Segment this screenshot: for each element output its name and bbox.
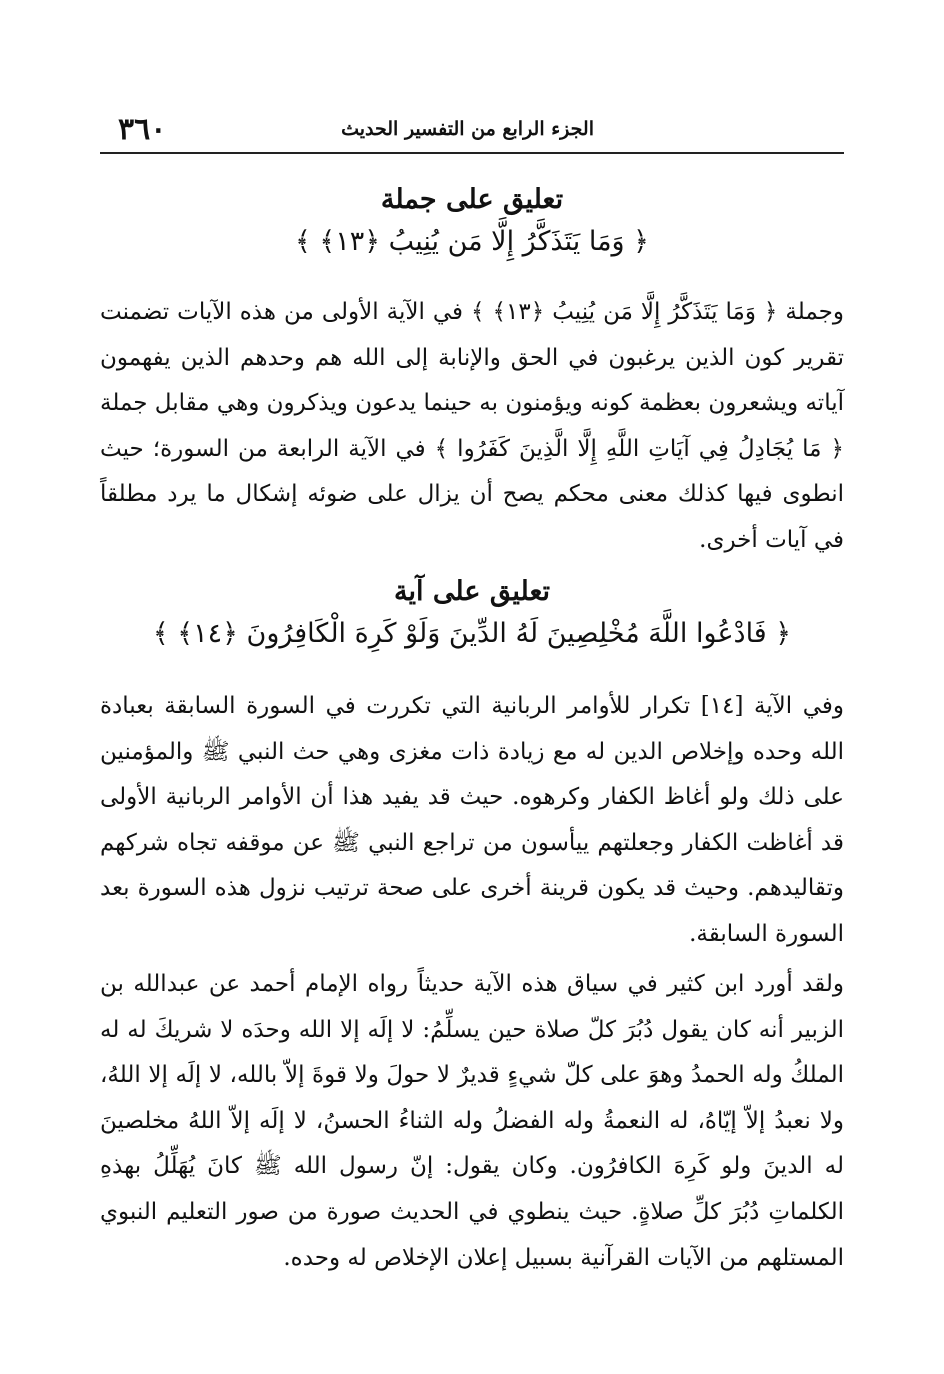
section-comment-on-phrase (100, 180, 844, 264)
quran-verse: ﴿ فَادْعُوا اللَّهَ مُخْلِصِينَ لَهُ الدِّينَ وَلَوْ كَرِهَ الْكَافِرُونَ ﴿١٤﴾ ﴾ (152, 618, 792, 649)
page-number: ٣٦٠ (118, 112, 167, 147)
running-title: الجزء الرابع من التفسير الحديث (341, 118, 594, 140)
paragraph: وفي الآية [١٤] تكرار للأوامر الربانية التي تكررت في السورة السابقة بعبادة الله وحده وإخلاص الدين له مع زيادة ذات مغزى وهي حث النبي ﷺ والمؤمنين على ذلك ولو أغاظ الكفار وكرهوه. حيث قد يفيد هذا أن الأوامر الربانية الأولى قد أغاظت الكفار وجعلتهم ييأسون من تراجع النبي ﷺ عن موقفه تجاه شركهم وتقاليدهم. وحيث قد يكون قرينة أخرى على صحة ترتيب نزول هذه السورة بعد السورة السابقة. (100, 693, 844, 947)
quran-verse: ﴿ وَمَا يَتَذَكَّرُ إِلَّا مَن يُنِيبُ ﴿١٣﴾ ﴾ (295, 226, 649, 257)
paragraph: وجملة ﴿ وَمَا يَتَذَكَّرُ إِلَّا مَن يُنِيبُ ﴿١٣﴾ ﴾ في الآية الأولى من هذه الآيات تضمنت تقرير كون الذين يرغبون في الحق والإنابة إلى الله هم وحدهم الذين يفهمون آياته ويشعرون بعظمة كونه ويؤمنون به حينما يدعون ويذكرون وهي مقابل جملة ﴿ مَا يُجَادِلُ فِي آيَاتِ اللَّهِ إِلَّا الَّذِينَ كَفَرُوا ﴾ في الآية الرابعة من السورة؛ حيث انطوى فيها كذلك معنى محكم يصح أن يزال على ضوئه إشكال ما يرد مطلقاً في آيات أخرى. (100, 299, 844, 553)
section1-body (100, 290, 844, 564)
section2-body (100, 684, 844, 958)
page-header (100, 108, 844, 154)
section2-body-hadith (100, 962, 844, 1281)
section-heading: تعليق على جملة (380, 184, 564, 215)
section-comment-on-verse (100, 572, 844, 656)
section-heading: تعليق على آية (394, 576, 550, 607)
paragraph: ولقد أورد ابن كثير في سياق هذه الآية حديثاً رواه الإمام أحمد عن عبدالله بن الزبير أنه كان يقول دُبُرَ كلّ صلاة حين يسلِّمُ: لا إلَه إلا الله وحدَه لا شريكَ له له الملكُ وله الحمدُ وهوَ على كلّ شيءٍ قديرٌ لا حولَ ولا قوةَ إلاّ بالله، لا إلَه إلا اللهُ، ولا نعبدُ إلاّ إيّاهُ، له النعمةُ وله الفضلُ وله الثناءُ الحسنُ، لا إلَه إلاّ اللهُ مخلصينَ له الدينَ ولو كَرِهَ الكافرُون. وكان يقول: إنّ رسول الله ﷺ كانَ يُهَلِّلُ بهذهِ الكلماتِ دُبُرَ كلِّ صلاةٍ. حيث ينطوي في الحديث صورة من صور التعليم النبوي المستلهم من الآيات القرآنية بسبيل إعلان الإخلاص له وحده. (100, 971, 844, 1271)
